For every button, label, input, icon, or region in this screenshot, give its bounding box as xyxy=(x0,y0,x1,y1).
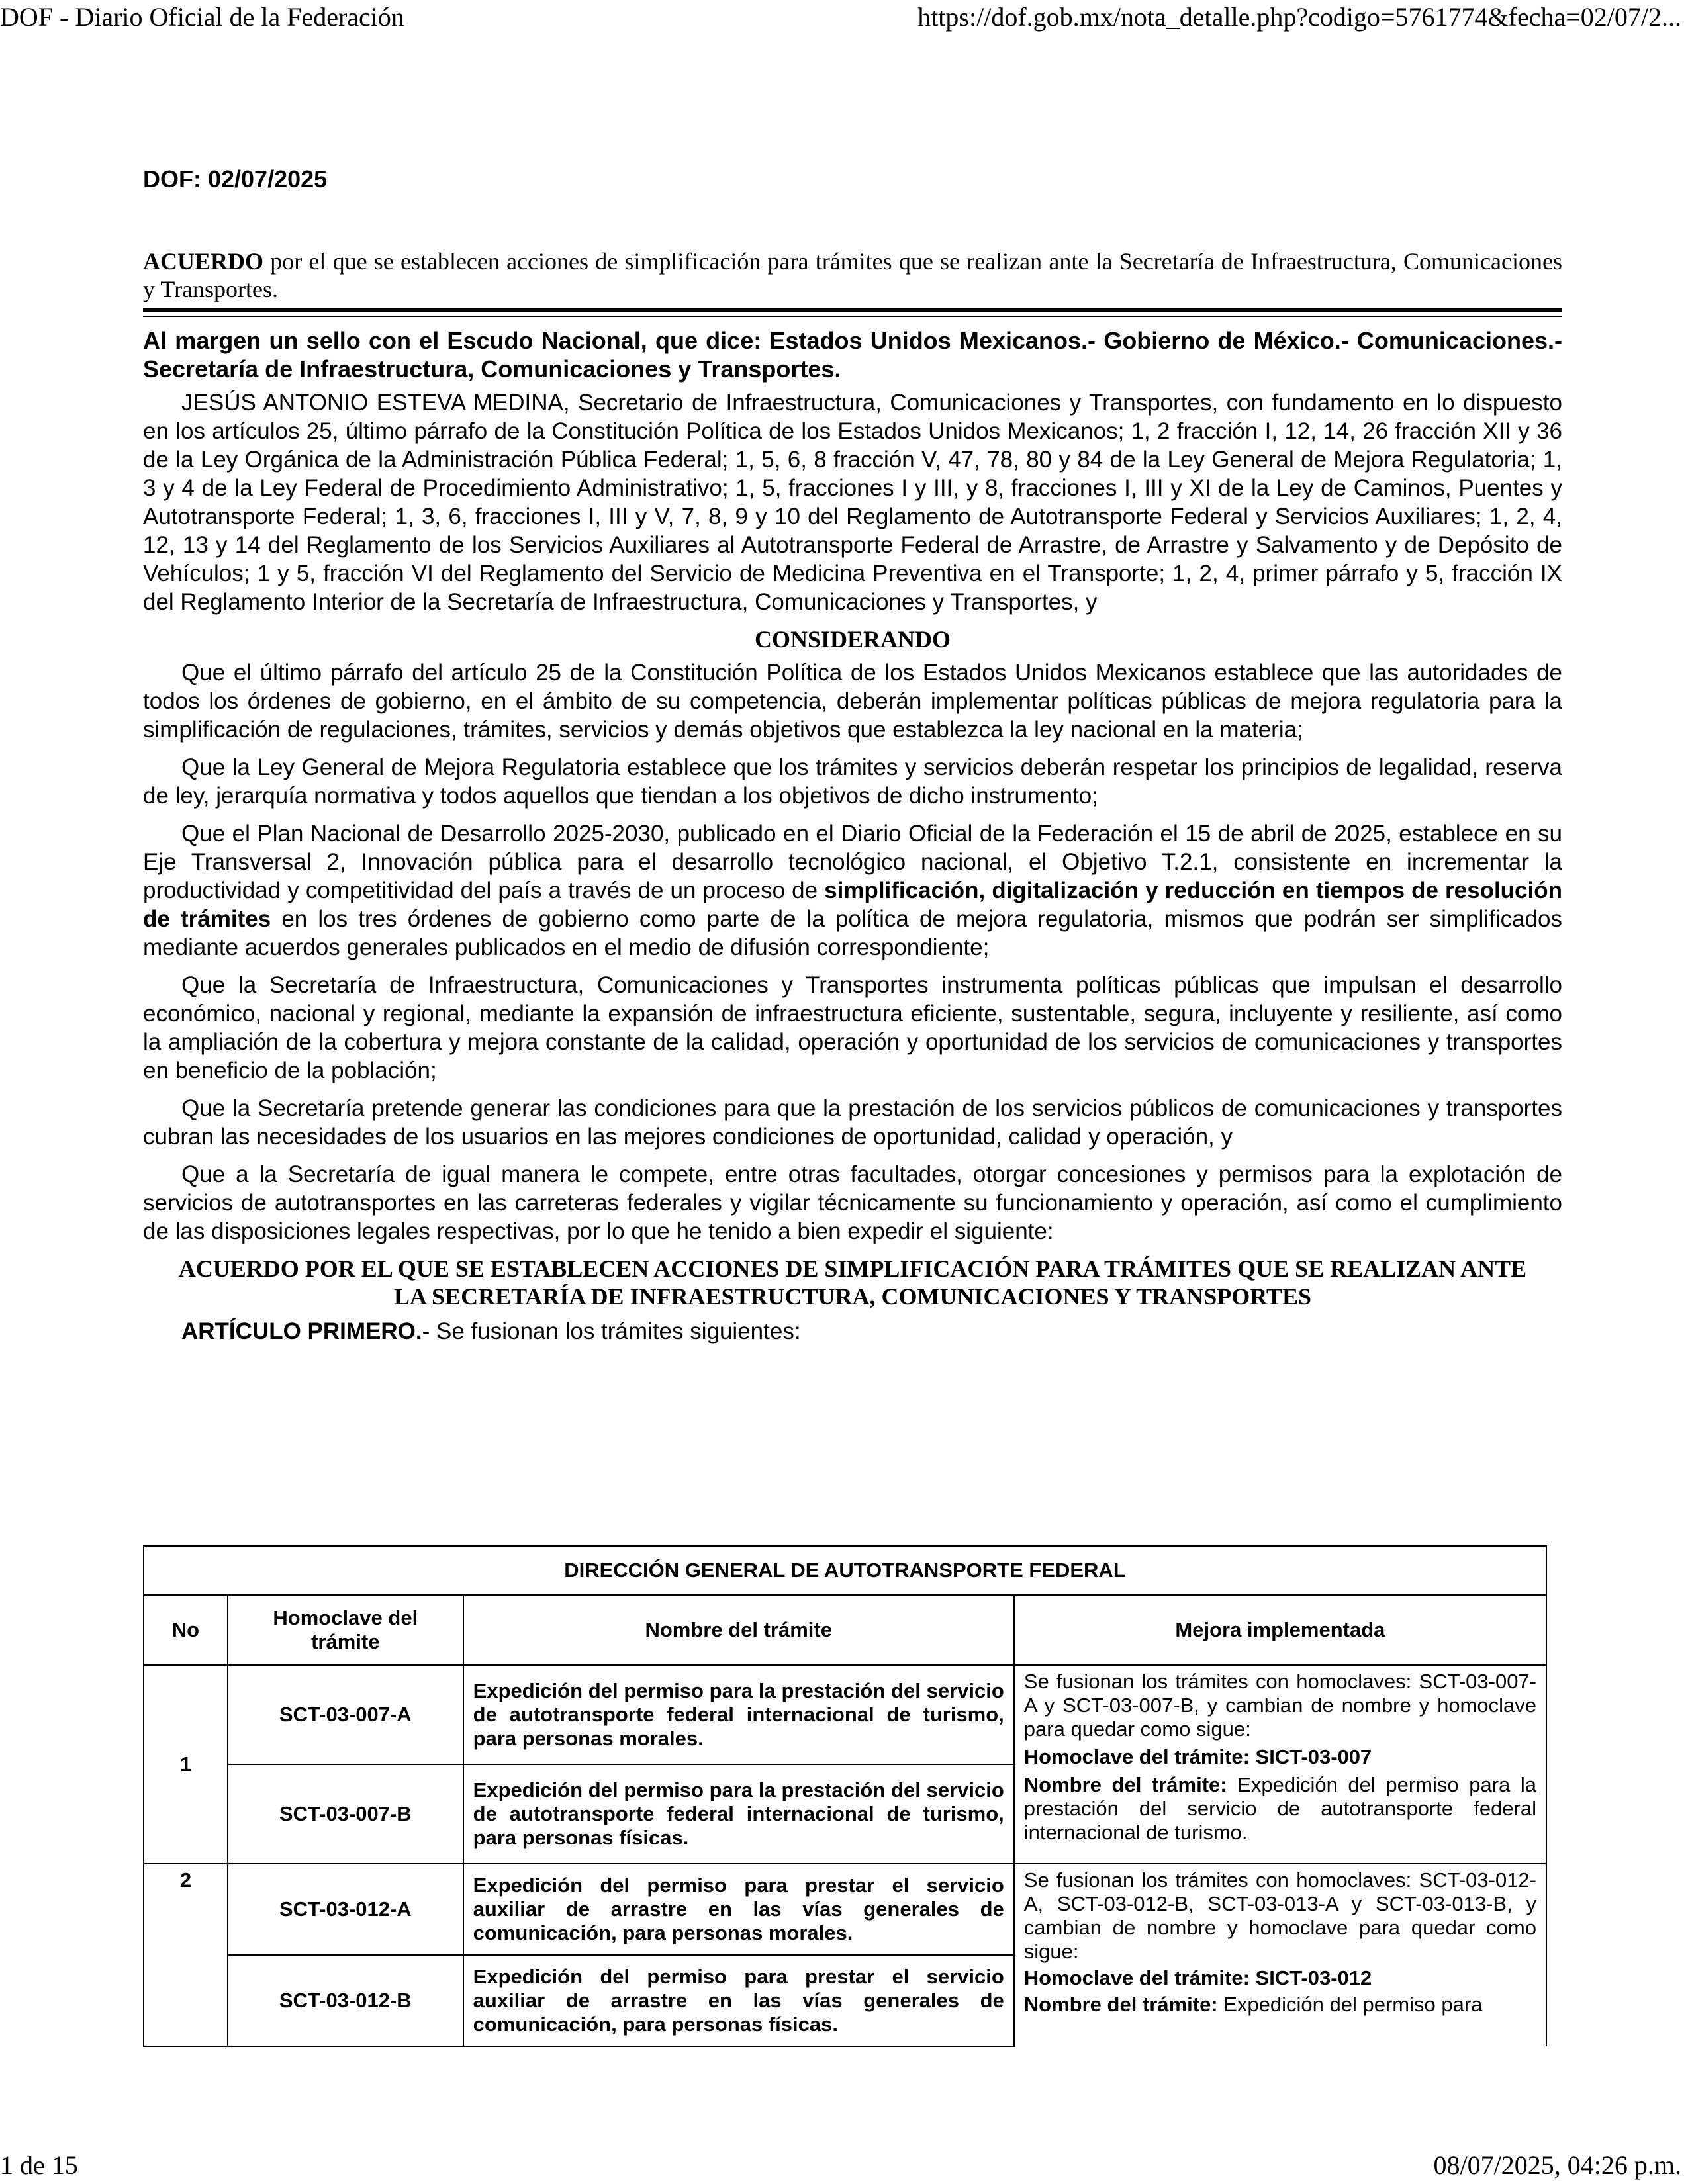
print-footer-page: 1 de 15 xyxy=(0,2150,78,2180)
mejora-nombre-text: Expedición del permiso para la prestación del servicio de autotransporte federal internacional de turismo. xyxy=(1023,1773,1536,1844)
column-header: Mejora implementada xyxy=(1014,1595,1546,1665)
mejora-homoclave: Homoclave del trámite: SICT-03-007 xyxy=(1023,1745,1372,1768)
mejora-nombre xyxy=(1024,1993,1536,2017)
table-row xyxy=(144,1665,1546,1764)
acuerdo-heading: ACUERDO POR EL QUE SE ESTABLECEN ACCIONES DE SIMPLIFICACIÓN PARA TRÁMITES QUE SE REALIZAN ANTE LA SECRETARÍA DE INFRAESTRUCTURA, COMUNICACIONES Y TRANSPORTES xyxy=(178,1255,1527,1310)
title-text: por el que se establecen acciones de simplificación para trámites que se realizan ante la Secretaría de Infraestructura, Comunicaciones y Transportes. xyxy=(143,248,1562,302)
margin-note: Al margen un sello con el Escudo Nacional, que dice: Estados Unidos Mexicanos.- Gobierno de México.- Comunicaciones.- Secretaría de Infraestructura, Comunicaciones y Transportes. xyxy=(143,327,1562,383)
tramite-name-cell: Expedición del permiso para la prestación del servicio de autotransporte federal internacional de turismo, para personas morales. xyxy=(463,1665,1014,1764)
considerando-text: en los tres órdenes de gobierno como parte de la política de mejora regulatoria, mismos que podrán ser simplificados mediante acuerdos generales publicados en el medio de difusión correspondiente; xyxy=(143,906,1562,960)
considerando-heading: CONSIDERANDO xyxy=(754,626,951,653)
considerando-paragraph: Que la Ley General de Mejora Regulatoria establece que los trámites y servicios deberán respetar los principios de legalidad, reserva de ley, jerarquía normativa y todos aquellos que tiendan a los objetivos de dicho instrumento; xyxy=(143,754,1562,809)
column-header: Homoclave del trámite xyxy=(228,1595,463,1665)
column-header: Nombre del trámite xyxy=(463,1595,1014,1665)
mejora-cell xyxy=(1014,1665,1546,1864)
homoclave-cell: SCT-03-007-A xyxy=(228,1665,463,1764)
mejora-homoclave: Homoclave del trámite: SICT-03-012 xyxy=(1023,1966,1372,1989)
considerando-paragraph: Que el último párrafo del artículo 25 de la Constitución Política de los Estados Unidos Mexicanos establece que las autoridades de todos los órdenes de gobierno, en el ámbito de su competencia, deberán implementar políticas públicas de mejora regulatoria para la simplificación de regulaciones, trámites, servicios y demás objetivos que establezca la ley nacional en la materia; xyxy=(143,660,1562,743)
considerando-text: Que el Plan Nacional de Desarrollo 2025-2030, publicado en el Diario Oficial de la Federación el 15 de abril de 2025, establece en su Eje Transversal 2, Innovación pública para el desarrollo tecnológico nacional, el Objetivo T.2.1, consistente en incrementar la productividad y competitividad del país a través de un proceso de xyxy=(143,821,1562,903)
print-header-url: https://dof.gob.mx/nota_detalle.php?codigo=5761774&fecha=02/07/2... xyxy=(917,2,1681,32)
tramite-name-cell: Expedición del permiso para prestar el servicio auxiliar de arrastre en las vías generales de comunicación, para personas físicas. xyxy=(463,1955,1014,2046)
column-header: No xyxy=(144,1595,228,1665)
mejora-nombre xyxy=(1024,1773,1536,1844)
considerando-paragraph xyxy=(143,819,1562,962)
tramites-table xyxy=(143,1545,1547,2047)
dof-date: DOF: 02/07/2025 xyxy=(143,165,328,193)
table-header-row xyxy=(144,1595,1546,1665)
table-caption-row xyxy=(144,1546,1546,1595)
articulo-text: - Se fusionan los trámites siguientes: xyxy=(422,1318,801,1344)
row-number: 1 xyxy=(144,1665,228,1864)
homoclave-cell: SCT-03-007-B xyxy=(228,1764,463,1864)
title-rule-thick xyxy=(143,308,1562,312)
table-row xyxy=(144,1864,1546,1955)
row-number: 2 xyxy=(144,1864,228,2046)
homoclave-cell: SCT-03-012-A xyxy=(228,1864,463,1955)
mejora-nombre-label: Nombre del trámite: xyxy=(1023,1773,1227,1796)
title-rule-thin xyxy=(143,316,1562,317)
mejora-nombre-label: Nombre del trámite: xyxy=(1023,1993,1218,2016)
mejora-nombre-text: Expedición del permiso para xyxy=(1217,1993,1483,2016)
title-keyword: ACUERDO xyxy=(143,248,264,275)
table-caption: DIRECCIÓN GENERAL DE AUTOTRANSPORTE FEDERAL xyxy=(144,1546,1546,1595)
mejora-intro: Se fusionan los trámites con homoclaves: SCT-03-007-A y SCT-03-007-B, y cambian de nombre y homoclave para quedar como sigue: xyxy=(1023,1670,1536,1741)
considerando-paragraph: Que la Secretaría de Infraestructura, Comunicaciones y Transportes instrumenta políticas públicas que impulsan el desarrollo económico, nacional y regional, mediante la expansión de infraestructura eficiente, sustentable, segura, incluyente y resiliente, así como la ampliación de la cobertura y mejora constante de la calidad, operación y oportunidad de los servicios de comunicaciones y transportes en beneficio de la población; xyxy=(143,972,1562,1083)
preamble-paragraph: JESÚS ANTONIO ESTEVA MEDINA, Secretario de Infraestructura, Comunicaciones y Transportes, con fundamento en lo dispuesto en los artículos 25, último párrafo de la Constitución Política de los Estados Unidos Mexicanos; 1, 2 fracción I, 12, 14, 26 fracción XII y 36 de la Ley Orgánica de la Administración Pública Federal; 1, 5, 6, 8 fracción V, 47, 78, 80 y 84 de la Ley General de Mejora Regulatoria; 1, 3 y 4 de la Ley Federal de Procedimiento Administrativo; 1, 5, fracciones I y III, y 8, fracciones I, III y XI de la Ley de Caminos, Puentes y Autotransporte Federal; 1, 3, 6, fracciones I, III y V, 7, 8, 9 y 10 del Reglamento de Autotransporte Federal y Servicios Auxiliares; 1, 2, 4, 12, 13 y 14 del Reglamento de los Servicios Auxiliares al Autotransporte Federal de Arrastre, de Arrastre y Salvamento y de Depósito de Vehículos; 1 y 5, fracción VI del Reglamento del Servicio de Medicina Preventiva en el Transporte; 1, 2, 4, primer párrafo y 5, fracción IX del Reglamento Interior de la Secretaría de Infraestructura, Comunicaciones y Transportes, y xyxy=(143,390,1562,615)
document-body xyxy=(143,165,1562,1345)
considerando-paragraph: Que a la Secretaría de igual manera le compete, entre otras facultades, otorgar concesiones y permisos para la explotación de servicios de autotransportes en las carreteras federales y vigilar técnicamente su funcionamiento y operación, así como el cumplimiento de las disposiciones legales respectivas, por lo que he tenido a bien expedir el siguiente: xyxy=(143,1161,1562,1244)
mejora-intro: Se fusionan los trámites con homoclaves: SCT-03-012-A, SCT-03-012-B, SCT-03-013-A y SCT-03-013-B, y cambian de nombre y homoclave para quedar como sigue: xyxy=(1023,1868,1536,1963)
print-header-title: DOF - Diario Oficial de la Federación xyxy=(0,2,404,32)
considerando-paragraph: Que la Secretaría pretende generar las condiciones para que la prestación de los servicios públicos de comunicaciones y transportes cubran las necesidades de los usuarios en las mejores condiciones de oportunidad, calidad y operación, y xyxy=(143,1095,1562,1150)
mejora-cell xyxy=(1014,1864,1546,2046)
articulo-primero xyxy=(143,1317,1562,1345)
articulo-label: ARTÍCULO PRIMERO. xyxy=(181,1318,422,1344)
print-footer-timestamp: 08/07/2025, 04:26 p.m. xyxy=(1433,2150,1681,2180)
tramite-name-cell: Expedición del permiso para prestar el servicio auxiliar de arrastre en las vías generales de comunicación, para personas morales. xyxy=(463,1864,1014,1955)
tramite-name-cell: Expedición del permiso para la prestación del servicio de autotransporte federal internacional de turismo, para personas físicas. xyxy=(463,1764,1014,1864)
considerando-emphasis: simplificación, digitalización y reducción en tiempos de resolución de trámites xyxy=(143,878,1563,932)
homoclave-cell: SCT-03-012-B xyxy=(228,1955,463,2046)
document-title xyxy=(143,248,1562,303)
